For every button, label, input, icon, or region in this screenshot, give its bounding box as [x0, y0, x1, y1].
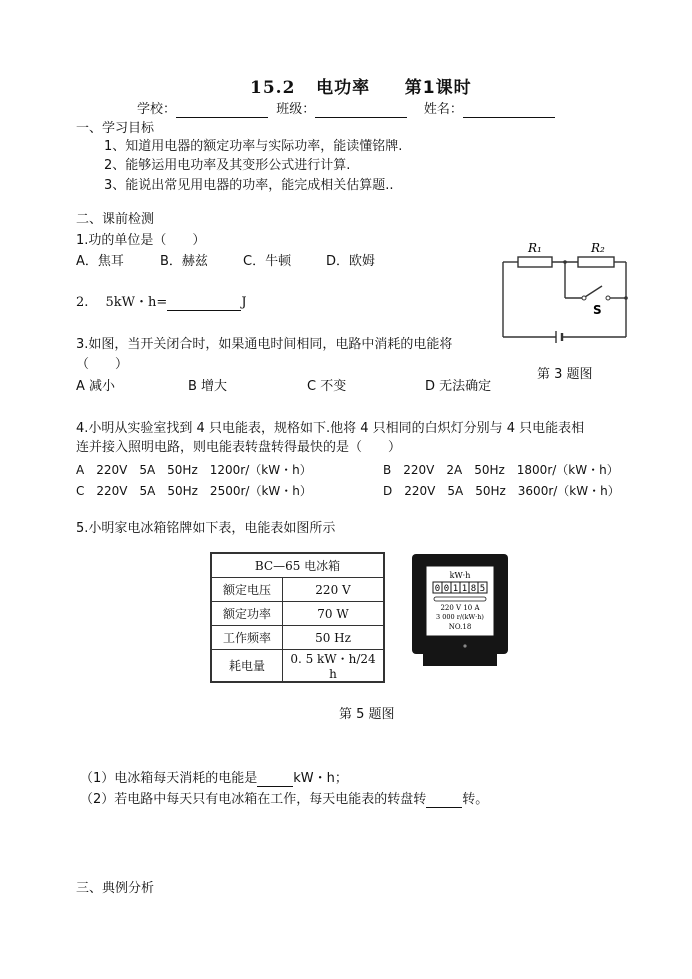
- switch-contact: [606, 296, 610, 300]
- table-cell-label: 额定功率: [211, 602, 283, 626]
- junction-dot: [624, 296, 628, 300]
- q5-sub-1: [80, 771, 348, 787]
- fridge-nameplate-table: [210, 552, 385, 683]
- table-row: [211, 578, 384, 602]
- meter-digit: 5: [479, 584, 486, 594]
- meter-digit: 8: [470, 584, 477, 594]
- q1-option-d: D．欧姆: [326, 254, 376, 269]
- electric-meter-image: [412, 554, 508, 668]
- q4-option-c: C 220V 5A 50Hz 2500r/（kW・h）: [76, 484, 312, 498]
- resistor-r2: [578, 257, 614, 267]
- section-3-heading: 三、典例分析: [76, 881, 155, 896]
- q3-paren: （ ）: [76, 357, 129, 372]
- label-s: S: [593, 303, 602, 317]
- name-label: 姓名：: [423, 102, 463, 117]
- q4-option-a: A 220V 5A 50Hz 1200r/（kW・h）: [76, 463, 312, 477]
- switch-s: [585, 286, 602, 297]
- junction-dot: [563, 260, 567, 264]
- q4-stem-line-1: 4.小明从实验室找到 4 只电能表，规格如下.他将 4 只相同的白炽灯分别与 4 只电能表相: [76, 421, 585, 436]
- q1-option-c: C．牛顿: [243, 254, 292, 269]
- title-number: 15.2: [250, 78, 296, 98]
- q5-caption: 第 5 题图: [339, 707, 395, 722]
- table-cell-label: 工作频率: [211, 626, 283, 650]
- q5-sub-1-unit: kW・h；: [293, 771, 348, 786]
- meter-spec-1: 220 V 10 A: [440, 604, 480, 612]
- title-lesson: 第1课时: [404, 78, 472, 98]
- q5-sub-2-text: （2）若电路中每天只有电冰箱在工作，每天电能表的转盘转: [80, 792, 427, 807]
- page-title: [250, 80, 472, 96]
- objective-item: 1、知道用电器的额定功率与实际功率，能读懂铭牌.: [104, 139, 403, 154]
- q5-stem: 5.小明家电冰箱铭牌如下表，电能表如图所示: [76, 521, 336, 536]
- q2-prefix: 2. 5kW・h=: [76, 295, 168, 310]
- q1-option-a: A．焦耳: [76, 254, 124, 269]
- meter-digit: 1: [461, 584, 468, 594]
- class-label: 班级：: [276, 102, 316, 117]
- name-blank[interactable]: [463, 104, 555, 118]
- q3-circuit-diagram: [498, 234, 633, 344]
- q5-sub-2: [80, 792, 488, 808]
- school-label: 学校：: [137, 102, 177, 117]
- meter-screw: [463, 644, 466, 647]
- table-cell-label: 额定电压: [211, 578, 283, 602]
- q3-stem: 3.如图，当开关闭合时，如果通电时间相同，电路中消耗的电能将: [76, 337, 453, 352]
- meter-disc-window: [434, 597, 486, 601]
- student-info-line: [137, 102, 555, 118]
- table-cell-value: 0. 5 kW・h/24 h: [283, 650, 385, 683]
- q3-caption: 第 3 题图: [537, 367, 593, 382]
- objective-item: 2、能够运用电功率及其变形公式进行计算.: [104, 158, 351, 173]
- school-blank[interactable]: [176, 104, 268, 118]
- table-header: BC—65 电冰箱: [211, 553, 384, 578]
- q2-line: [76, 295, 247, 311]
- table-cell-value: 70 W: [283, 602, 385, 626]
- objective-item: 3、能说出常见用电器的功率，能完成相关估算题..: [104, 178, 394, 193]
- resistor-r1: [518, 257, 552, 267]
- q1-option-b: B．赫兹: [160, 254, 208, 269]
- q2-unit: J: [241, 295, 247, 310]
- q1-stem: 1.功的单位是（ ）: [76, 233, 206, 248]
- q5-sub-2-unit: 转。: [462, 792, 489, 807]
- table-cell-value: 220 V: [283, 578, 385, 602]
- meter-spec-2: 3 000 r/(kW·h): [436, 613, 484, 621]
- title-name: 电功率: [316, 78, 371, 98]
- table-cell-label: 耗电量: [211, 650, 283, 683]
- q4-option-b: B 220V 2A 50Hz 1800r/（kW・h）: [383, 463, 619, 477]
- table-row: [211, 602, 384, 626]
- q3-option-b: B 增大: [188, 379, 228, 394]
- table-cell-value: 50 Hz: [283, 626, 385, 650]
- label-r1: R₁: [528, 241, 542, 255]
- q2-blank[interactable]: [167, 297, 241, 311]
- class-blank[interactable]: [315, 104, 407, 118]
- meter-digit: 1: [452, 584, 459, 594]
- switch-contact: [582, 296, 586, 300]
- meter-unit: kW·h: [449, 571, 471, 580]
- meter-base: [423, 650, 497, 666]
- section-1-heading: 一、学习目标: [76, 121, 155, 136]
- q5-sub-2-blank[interactable]: [426, 794, 462, 808]
- section-2-heading: 二、课前检测: [76, 212, 155, 227]
- meter-number: NO.18: [448, 623, 472, 631]
- q4-stem-line-2: 连并接入照明电路，则电能表转盘转得最快的是（ ）: [76, 440, 402, 455]
- table-row: [211, 626, 384, 650]
- q5-sub-1-text: （1）电冰箱每天消耗的电能是: [80, 771, 258, 786]
- q3-option-c: C 不变: [307, 379, 347, 394]
- meter-digit: 0: [443, 584, 450, 594]
- meter-digit: 0: [434, 584, 441, 594]
- table-row: [211, 650, 384, 683]
- q3-option-a: A 减小: [76, 379, 116, 394]
- q4-option-d: D 220V 5A 50Hz 3600r/（kW・h）: [383, 484, 620, 498]
- q3-option-d: D 无法确定: [425, 379, 492, 394]
- label-r2: R₂: [591, 241, 605, 255]
- q5-sub-1-blank[interactable]: [257, 773, 293, 787]
